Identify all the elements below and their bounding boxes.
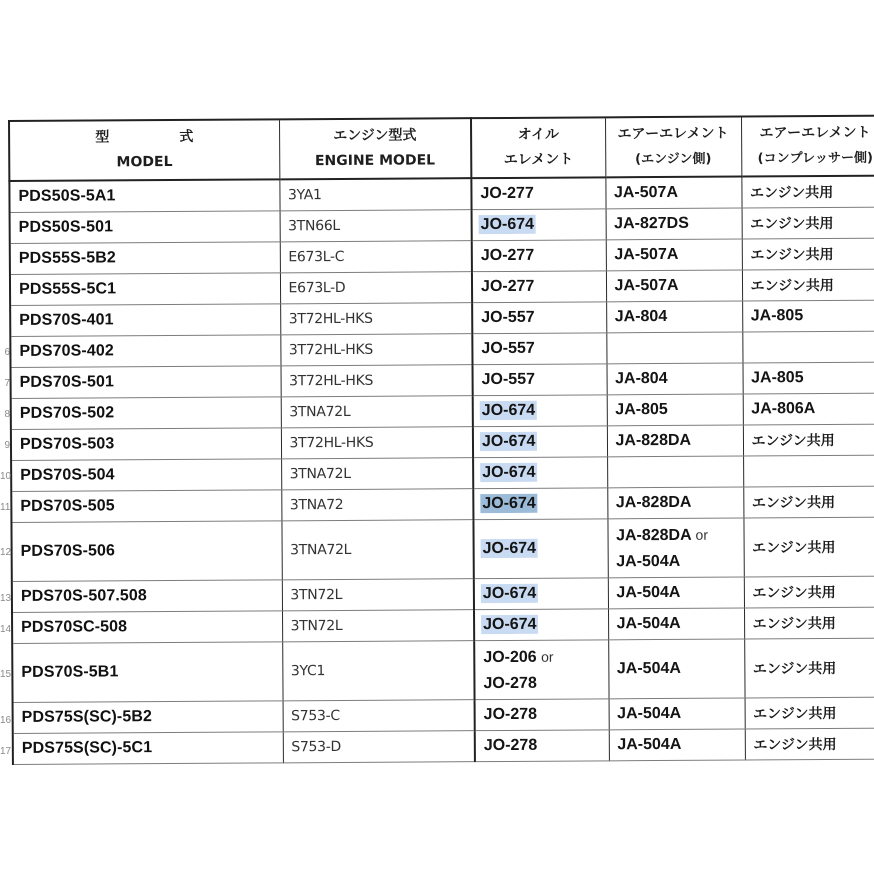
row-number: 15 <box>0 669 12 680</box>
row-number: 8 <box>4 408 10 420</box>
air-element-engine-cell <box>608 577 744 609</box>
model-cell: PDS50S-5A1 <box>9 179 279 212</box>
air-element-compressor-cell: エンジン共用 <box>742 238 874 270</box>
engine-model-cell: 3TNA72L <box>281 520 473 580</box>
row-number: 17 <box>0 745 12 757</box>
oil-element-cell <box>473 426 607 458</box>
model-cell: PDS55S-5B2 <box>10 242 280 275</box>
air-element-compressor-cell: エンジン共用 <box>744 576 874 608</box>
model-cell: PDS70S-401 <box>10 304 280 337</box>
model-cell: PDS50S-501 <box>10 211 280 244</box>
oil-element-cell <box>472 240 606 272</box>
header-air-element-compressor <box>741 116 874 177</box>
air-element-engine-cell <box>606 208 742 240</box>
air-element-engine-value: JA-828DA <box>615 493 692 512</box>
engine-model-cell: 3TNA72L <box>281 458 473 490</box>
oil-element-cell <box>472 333 606 365</box>
oil-element-cell <box>473 488 607 520</box>
oil-element-cell <box>475 699 609 731</box>
oil-element-value: JO-557 <box>481 308 535 327</box>
header-air-compressor-line1: エアーエレメント <box>759 124 871 142</box>
air-element-engine-cell <box>608 639 744 699</box>
air-element-engine-value: JA-504A <box>617 704 682 723</box>
air-element-engine-value: JA-804 <box>615 369 668 388</box>
oil-element-value: JO-557 <box>481 370 536 389</box>
model-cell: PDS75S(SC)-5B2 <box>13 701 283 734</box>
engine-model-cell: 3YC1 <box>282 641 474 701</box>
air-element-engine-value: JA-507A <box>613 183 679 202</box>
air-element-engine-value: JA-507A <box>614 276 679 295</box>
oil-element-cell <box>474 640 608 700</box>
header-air-compressor-line2: (コンプレッサー側) <box>757 150 873 167</box>
row-number: 16 <box>0 714 12 726</box>
oil-element-value: JO-674 <box>480 432 537 451</box>
air-element-engine-cell <box>606 301 742 333</box>
model-cell: PDS70SC-508 <box>12 611 282 644</box>
engine-model-cell: 3TNA72 <box>281 489 473 521</box>
air-element-engine-value: JA-828DA <box>615 431 692 450</box>
oil-element-cell <box>473 364 607 396</box>
header-oil-element <box>471 117 605 178</box>
engine-model-cell: 3TN72L <box>282 610 474 642</box>
engine-model-cell: 3YA1 <box>279 178 471 211</box>
air-element-engine-value: JA-504A <box>616 614 681 633</box>
air-element-compressor-cell: エンジン共用 <box>745 697 874 729</box>
table-row <box>12 638 874 702</box>
oil-element-value: JO-674 <box>479 215 536 234</box>
oil-element-cell <box>471 177 605 209</box>
air-element-compressor-cell: エンジン共用 <box>744 607 874 639</box>
model-cell: PDS70S-507.508 <box>12 580 282 613</box>
air-element-engine-cell <box>606 332 742 364</box>
model-cell: PDS70S-502 <box>11 397 281 430</box>
table-row <box>13 728 874 764</box>
row-number: 6 <box>4 346 10 358</box>
header-engine-jp: エンジン型式 <box>333 127 417 145</box>
header-oil-line1: オイル <box>517 126 560 143</box>
oil-element-value: JO-278 <box>483 736 538 755</box>
oil-element-cell <box>473 519 607 579</box>
header-oil-line2: エレメント <box>503 151 574 168</box>
model-cell: PDS55S-5C1 <box>10 273 280 306</box>
air-element-compressor-cell: JA-805 <box>742 300 874 332</box>
air-element-engine-value: JA-504A <box>616 659 681 678</box>
air-element-engine-value: JA-828DA <box>615 526 692 544</box>
oil-element-value: JO-557 <box>481 339 535 358</box>
oil-element-cell <box>472 271 606 303</box>
air-element-compressor-cell <box>742 331 874 363</box>
engine-model-cell: 3TNA72L <box>281 396 473 428</box>
air-element-compressor-cell: エンジン共用 <box>742 269 874 301</box>
header-air-engine-line2: (エンジン側) <box>635 151 712 168</box>
model-cell: PDS70S-501 <box>11 366 281 399</box>
header-engine-en: ENGINE MODEL <box>314 152 436 170</box>
air-element-compressor-cell: JA-806A <box>743 393 874 425</box>
header-model <box>9 119 279 181</box>
model-cell: PDS70S-506 <box>11 521 281 582</box>
filter-element-table <box>8 115 874 765</box>
row-number: 12 <box>0 547 12 558</box>
table-row <box>9 176 874 213</box>
table-header-row <box>9 116 874 181</box>
header-model-jp-right: 式 <box>179 128 194 145</box>
air-element-engine-cell <box>607 456 743 488</box>
air-element-engine-cell <box>607 425 743 457</box>
engine-model-cell: S753-D <box>283 731 475 763</box>
air-element-engine-value: JA-507A <box>614 245 679 264</box>
air-element-engine-value: JA-827DS <box>614 214 689 233</box>
air-element-compressor-cell: エンジン共用 <box>743 424 874 456</box>
oil-element-value: JO-277 <box>480 246 535 265</box>
table-row <box>11 517 874 581</box>
oil-element-cell <box>472 302 606 334</box>
or-label: or <box>695 526 708 543</box>
oil-element-cell <box>474 609 608 641</box>
engine-model-cell: E673L-C <box>280 241 472 273</box>
header-air-engine-line1: エアーエレメント <box>617 125 729 143</box>
row-number: 14 <box>0 623 12 635</box>
model-cell: PDS70S-402 <box>10 335 280 368</box>
row-number: 10 <box>0 470 12 482</box>
oil-element-cell <box>475 730 609 762</box>
air-element-compressor-cell: エンジン共用 <box>743 486 874 518</box>
air-element-engine-cell <box>606 239 742 271</box>
air-element-engine-cell <box>607 518 743 578</box>
oil-element-cell <box>472 209 606 241</box>
oil-element-cell <box>474 578 608 610</box>
oil-element-value: JO-674 <box>480 401 537 420</box>
engine-model-cell: 3T72HL-HKS <box>280 334 472 366</box>
row-number: 7 <box>4 377 10 389</box>
or-label: or <box>541 648 554 665</box>
oil-element-value: JO-674 <box>481 584 538 603</box>
air-element-engine-cell <box>607 487 743 519</box>
air-element-engine-alt-value: JA-504A <box>616 552 681 570</box>
air-element-engine-cell <box>605 177 741 209</box>
air-element-compressor-cell: エンジン共用 <box>742 207 874 239</box>
air-element-compressor-cell: エンジン共用 <box>741 176 874 208</box>
engine-model-cell: 3T72HL-HKS <box>281 365 473 397</box>
air-element-engine-value: JA-804 <box>614 307 668 326</box>
air-element-compressor-cell: エンジン共用 <box>743 517 874 577</box>
air-element-engine-value: JA-504A <box>617 735 682 754</box>
model-cell: PDS70S-504 <box>11 459 281 492</box>
air-element-compressor-cell: エンジン共用 <box>744 638 874 698</box>
air-element-compressor-cell: エンジン共用 <box>745 728 874 760</box>
engine-model-cell: 3T72HL-HKS <box>280 303 472 335</box>
air-element-engine-value: JA-805 <box>615 400 668 419</box>
header-model-jp-left: 型 <box>95 129 110 146</box>
oil-element-value: JO-277 <box>480 184 534 203</box>
engine-model-cell: S753-C <box>283 700 475 732</box>
oil-element-alt-value: JO-278 <box>483 674 537 692</box>
oil-element-value: JO-206 <box>483 648 537 666</box>
oil-element-value: JO-674 <box>481 615 538 634</box>
engine-model-cell: 3TN66L <box>280 210 472 242</box>
air-element-engine-cell <box>606 270 742 302</box>
oil-element-cell <box>473 395 607 427</box>
oil-element-value: JO-674 <box>481 539 538 558</box>
air-element-engine-cell <box>608 608 744 640</box>
engine-model-cell: 3TN72L <box>282 579 474 611</box>
header-engine-model <box>279 118 471 179</box>
air-element-engine-cell <box>607 363 743 395</box>
air-element-engine-cell <box>609 729 745 761</box>
model-cell: PDS70S-503 <box>11 428 281 461</box>
header-air-element-engine <box>605 117 741 178</box>
model-cell: PDS70S-5B1 <box>12 642 282 703</box>
air-element-compressor-cell: JA-805 <box>742 362 874 394</box>
model-cell: PDS70S-505 <box>11 490 281 523</box>
air-element-engine-cell <box>607 394 743 426</box>
oil-element-value: JO-277 <box>480 277 535 296</box>
engine-model-cell: 3T72HL-HKS <box>281 427 473 459</box>
row-number: 13 <box>0 592 12 604</box>
oil-element-value: JO-278 <box>483 705 538 724</box>
row-number: 9 <box>4 439 10 451</box>
row-number: 11 <box>0 501 11 513</box>
model-cell: PDS75S(SC)-5C1 <box>13 732 283 765</box>
engine-model-cell: E673L-D <box>280 272 472 304</box>
air-element-compressor-cell <box>743 455 874 487</box>
header-model-en: MODEL <box>116 153 173 171</box>
air-element-engine-value: JA-504A <box>616 583 681 602</box>
oil-element-value: JO-674 <box>480 463 537 482</box>
oil-element-cell <box>473 457 607 489</box>
air-element-engine-cell <box>609 698 745 730</box>
oil-element-value: JO-674 <box>480 494 537 513</box>
